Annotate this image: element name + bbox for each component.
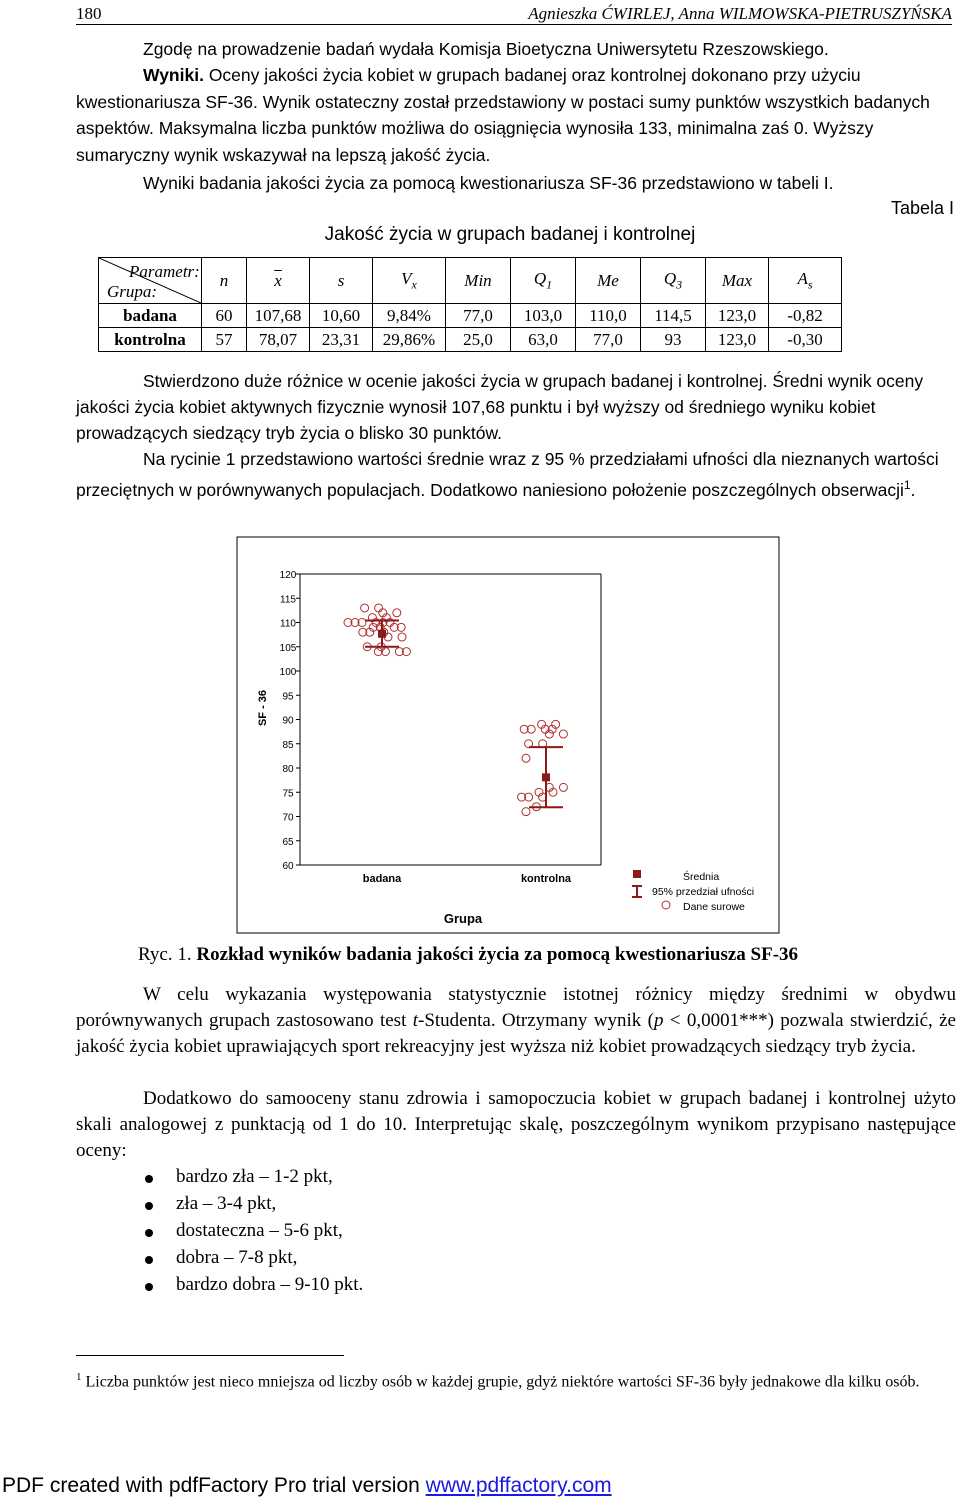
- figure-caption: Ryc. 1. Rozkład wyników badania jakości życia za pomocą kwestionariusza SF-36: [138, 944, 799, 965]
- table-row: kontrolna 57 78,07 23,31 29,86% 25,0 63,0 77,0 93 123,0 -0,30: [99, 328, 842, 352]
- list-item: zła – 3-4 pkt,: [76, 1193, 363, 1220]
- y-tick-label: 110: [280, 618, 296, 630]
- rating-list: [76, 1166, 363, 1301]
- pdffactory-link[interactable]: www.pdffactory.com: [425, 1474, 612, 1497]
- table-row: badana 60 107,68 10,60 9,84% 77,0 103,0 110,0 114,5 123,0 -0,82: [99, 304, 842, 328]
- legend-mean-label: Średnia: [683, 871, 720, 883]
- col-q3: $Q_3$: [641, 258, 706, 304]
- y-tick-label: 70: [282, 812, 294, 824]
- y-tick-label: 60: [282, 861, 294, 872]
- list-item: bardzo zła – 1-2 pkt,: [76, 1166, 363, 1193]
- y-tick-label: 85: [282, 739, 294, 751]
- results-label: Wyniki.: [143, 65, 204, 85]
- col-s: s: [310, 258, 373, 304]
- list-item: bardzo dobra – 9-10 pkt.: [76, 1274, 363, 1301]
- legend-ci-label: 95% przedział ufności: [652, 886, 755, 898]
- col-q1: $Q_1$: [511, 258, 576, 304]
- y-tick-label: 115: [280, 594, 296, 606]
- y-tick-label: 100: [279, 667, 297, 678]
- table-header-row: [99, 258, 842, 304]
- mean-marker: [542, 773, 550, 781]
- page-number: 180: [76, 4, 102, 23]
- corner-param: Parametr:: [129, 262, 200, 281]
- footnote-separator: [76, 1355, 344, 1356]
- pdf-watermark: PDF created with pdfFactory Pro trial version www.pdffactory.com: [2, 1474, 612, 1497]
- table-intro-paragraph: Wyniki badania jakości życia za pomocą kwestionariusza SF-36 przedstawiono w tabeli I.: [143, 173, 834, 193]
- col-me: Me: [576, 258, 641, 304]
- col-min: Min: [446, 258, 511, 304]
- figure-intro-paragraph: Na rycinie 1 przedstawiono wartości średnie wraz z 95 % przedziałami ufności dla nieznanych wartości przeciętnych w porównywanych populacjach. Dodatkowo naniesiono położenie poszczególnych obserwacji$^1$.: [76, 449, 939, 500]
- list-item: dobra – 7-8 pkt,: [76, 1247, 363, 1274]
- mean-marker: [378, 630, 386, 638]
- y-tick-label: 120: [279, 570, 297, 581]
- col-n: n: [202, 258, 247, 304]
- y-tick-label: 90: [282, 715, 294, 727]
- x-tick-label: badana: [362, 873, 402, 885]
- corner-group: Grupa:: [107, 282, 158, 301]
- table-label: Tabela I: [890, 198, 954, 218]
- results-paragraph: Wyniki. Oceny jakości życia kobiet w grupach badanej oraz kontrolnej dokonano przy użyciu kwestionariusza SF-36. Wynik ostateczny został przedstawiony w postaci sumy punktów wszystkich badanych aspektów. Maksymalna liczba punktów możliwa do osiągnięcia wynosiła 133, minimalna zaś 0. Wyższy sumaryczny wynik wskazywał na lepszą jakość życia.: [76, 65, 930, 165]
- running-header: [76, 2, 952, 25]
- y-tick-label: 75: [282, 788, 294, 800]
- y-tick-label: 105: [279, 642, 297, 654]
- col-vx: $V_x$: [373, 258, 446, 304]
- legend-raw-label: Dane surowe: [683, 901, 745, 913]
- legend-mean-marker: [633, 870, 641, 878]
- corner-cell: [99, 258, 202, 304]
- running-header-authors: Agnieszka ĆWIRLEJ, Anna WILMOWSKA-PIETRUSZYŃSKA: [528, 4, 952, 23]
- list-item: dostateczna – 5-6 pkt,: [76, 1220, 363, 1247]
- differences-paragraph: Stwierdzono duże różnice w ocenie jakości życia w grupach badanej i kontrolnej. Średni wynik oceny jakości życia kobiet aktywnych fizycznie wynosił 107,68 punktu i był wyższy od średniego wyniku kobiet prowadzących siedzący tryb życia o blisko 30 punktów.: [76, 371, 924, 443]
- col-mean: $\overline{x}$: [247, 258, 310, 304]
- col-as: $A_s$: [769, 258, 842, 304]
- y-axis-label: SF - 36: [257, 689, 269, 727]
- col-max: Max: [706, 258, 769, 304]
- scale-paragraph: Dodatkowo do samooceny stanu zdrowia i samopoczucia kobiet w grupach badanej i kontrolnej użyto skali analogowej z punktacją od 1 do 10. Interpretując skalę, poszczególnym wynikom przypisano następujące oceny:: [76, 1088, 956, 1161]
- x-tick-label: kontrolna: [520, 873, 572, 885]
- footnote: $^1$ Liczba punktów jest nieco mniejsza od liczby osób w każdej grupie, gdyż niektóre wartości SF-36 były jednakowe dla kilku osób.: [76, 1371, 920, 1391]
- results-table: [98, 257, 842, 352]
- sf36-chart: [236, 536, 780, 934]
- y-tick-label: 80: [282, 764, 294, 775]
- x-axis-label: Grupa: [443, 911, 483, 926]
- ethics-paragraph: Zgodę na prowadzenie badań wydała Komisja Bioetyczna Uniwersytetu Rzeszowskiego.: [143, 39, 829, 59]
- ttest-paragraph: W celu wykazania występowania statystycznie istotnej różnicy między średnimi w obydwu porównywanych grupach zastosowano test t-Studenta. Otrzymany wynik (p < 0,0001***) pozwala stwierdzić, że jakość życia kobiet uprawiających sport rekreacyjny jest wyższa niż kobiet prowadzących siedzący tryb życia.: [76, 984, 956, 1057]
- y-tick-label: 65: [282, 836, 294, 848]
- y-tick-label: 95: [282, 691, 294, 703]
- table-title: Jakość życia w grupach badanej i kontrolnej: [324, 224, 696, 245]
